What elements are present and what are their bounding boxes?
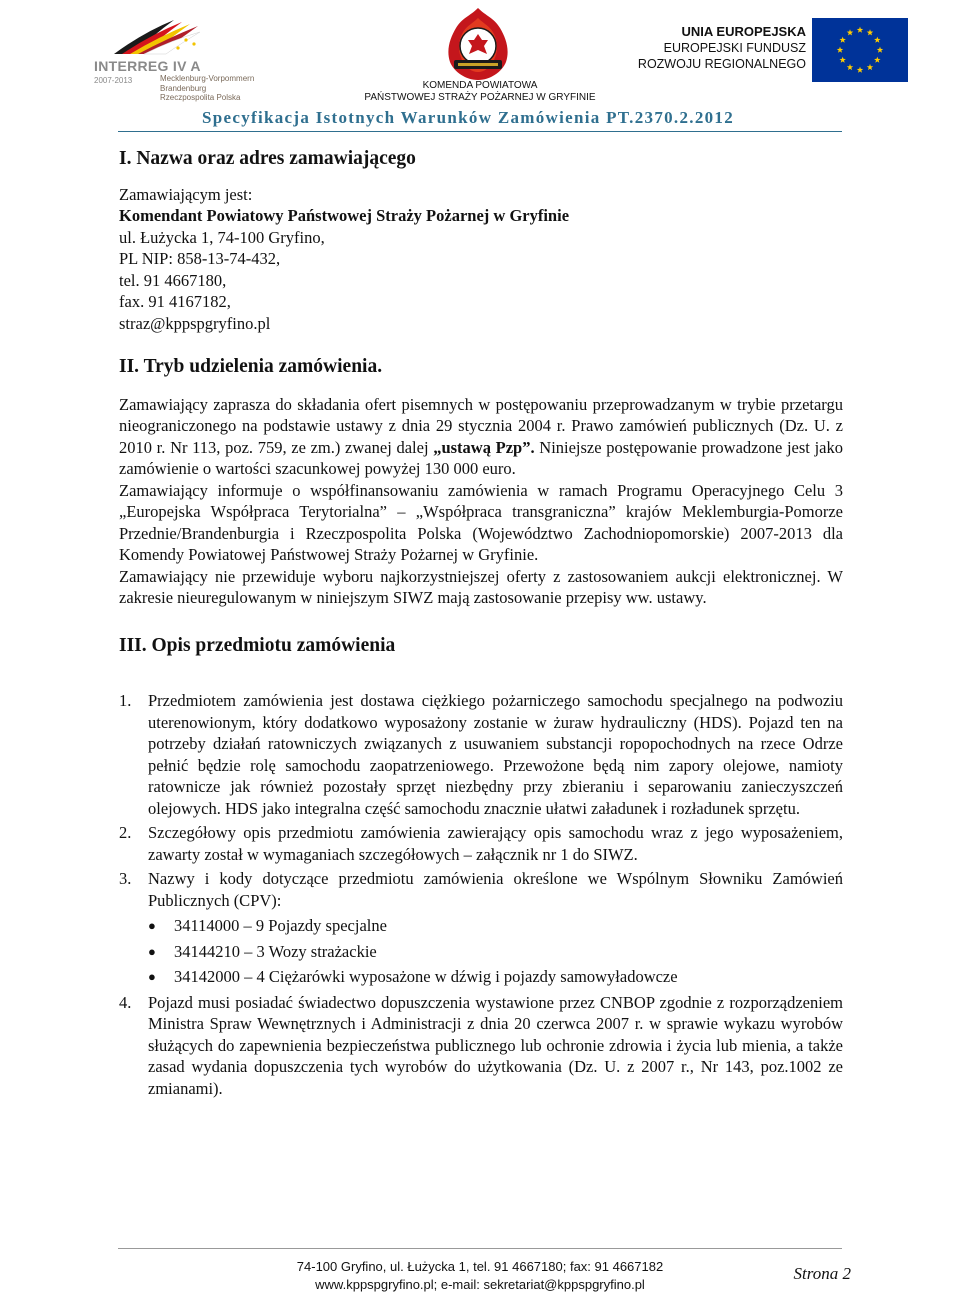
list-item [119, 690, 843, 819]
list-item [119, 868, 843, 988]
interreg-title: INTERREG IV A [94, 58, 201, 74]
interreg-region: Mecklenburg-Vorpommern [160, 74, 255, 83]
eu-flag-icon [812, 18, 908, 82]
psp-caption-line: PAŃSTWOWEJ STRAŻY POŻARNEJ W GRYFINIE [364, 92, 596, 103]
paragraph [119, 394, 843, 480]
eu-line: EUROPEJSKI FUNDUSZ [663, 41, 806, 55]
list-item-text: Przedmiotem zamówienia jest dostawa ciężkiego pożarniczego samochodu specjalnego na podwoziu uterenowionym, który dodatkowo wyposażony zostanie w żuraw hydrauliczny (HDS). Pojazd ten na potrzeby działań ratowniczych związanych z usuwaniem substancji ropopochodnych na rzece Odrze pełnić będzie rolę samochodu zaopatrzeniowego. Przewożone będą nim zapory olejowe, namioty ratownicze jak również pozostały sprzęt niezbędny przy zbieraniu i separowaniu zanieczyszczeń olejowych. HDS jako integralna część samochodu znacznie ułatwi załadunek i rozładunek sprzętu. [148, 691, 843, 818]
paragraph: Zamawiający informuje o współfinansowaniu zamówienia w ramach Programu Operacyjnego Celu 3 „Europejska Współpraca Terytorialna” – „Współpraca transgraniczna” krajów Meklemburgia-Pomorze Przednie/Brandenburgia i Rzeczpospolita Polska (Województwo Zachodniopomorskie) 2007-2013 dla Komendy Powiatowej Państwowej Straży Pożarnej w Gryfinie. [119, 480, 843, 564]
paragraph: Zamawiającym jest: [119, 184, 253, 204]
page-number: Strona 2 [793, 1264, 851, 1283]
footer-divider [118, 1248, 842, 1249]
section-heading: II. Tryb udzielenia zamówienia. [119, 356, 383, 377]
page-header [0, 0, 960, 136]
list-number: 3. [119, 869, 132, 888]
list-item [119, 822, 843, 865]
section-heading: III. Opis przedmiotu zamówienia [119, 634, 396, 656]
address-line: ul. Łużycka 1, 74-100 Gryfino, [119, 227, 325, 247]
list-number: 4. [119, 992, 132, 1012]
paragraph-text: Zamawiający zaprasza do składania ofert pisemnych w postępowaniu przeprowadzanym w trybie przetargu nieograniczonego na podstawie ustawy z dnia 29 stycznia 2004 r. Prawo zamówień publicznych (Dz. U. z 2010 r. Nr 113, poz. 759, ze zm.) zwanej dalej [119, 394, 843, 457]
numbered-list [119, 690, 843, 1099]
paragraph-text: Niniejsze postępowanie prowadzone jest jako zamówienie o wartości szacunkowej powyżej 130 000 euro. [119, 437, 843, 478]
list-item-text: Szczegółowy opis przedmiotu zamówienia zawierający opis samochodu wraz z jego wyposażeniem, zawarty został w wymaganiach szczegółowych – załącznik nr 1 do SIWZ. [148, 823, 843, 864]
psp-caption [340, 80, 620, 104]
address-line: PL NIP: 858-13-74-432, [119, 249, 281, 268]
section-heading: I. Nazwa oraz adres zamawiającego [119, 148, 416, 169]
footer-address: 74-100 Gryfino, ul. Łużycka 1, tel. 91 4667180; fax: 91 4667182 [296, 1259, 664, 1274]
footer-contact[interactable]: www.kppspgryfino.pl; e-mail: sekretariat@kppspgryfino.pl [315, 1277, 645, 1292]
list-number: 2. [119, 823, 132, 842]
spec-title: Specyfikacja Istotnych Warunków Zamówienia PT.2370.2.2012 [202, 108, 735, 127]
psp-emblem-icon [440, 6, 516, 82]
interreg-region: Brandenburg [160, 83, 207, 93]
orderer-name: Komendant Powiatowy Państwowej Straży Pożarnej w Gryfinie [119, 206, 570, 225]
eu-line: ROZWOJU REGIONALNEGO [637, 57, 806, 71]
interreg-region: Rzeczpospolita Polska [160, 93, 241, 102]
document-body [119, 140, 843, 1102]
eu-fund-text [638, 24, 806, 72]
header-divider [118, 131, 842, 132]
page-footer [230, 1258, 730, 1294]
interreg-years: 2007-2013 [94, 76, 133, 85]
psp-caption-line: KOMENDA POWIATOWA [422, 80, 538, 91]
cpv-item: ● 34142000 – 4 Ciężarówki wyposażone w dźwig i pojazdy samowyładowcze [148, 966, 843, 988]
email-link[interactable]: straz@kppspgryfino.pl [119, 313, 271, 333]
address-line: fax. 91 4167182, [119, 292, 231, 311]
interreg-logo [74, 14, 274, 106]
list-item-text: Nazwy i kody dotyczące przedmiotu zamówienia określone we Wspólnym Słowniku Zamówień Publicznych (CPV): [148, 869, 843, 910]
address-line: tel. 91 4667180, [119, 270, 227, 290]
list-item [119, 992, 843, 1100]
interreg-regions [160, 74, 254, 103]
eu-line: UNIA EUROPEJSKA [681, 24, 806, 39]
cpv-list [148, 915, 843, 988]
emphasis: „ustawą Pzp”. [433, 437, 535, 457]
paragraph: Zamawiający nie przewiduje wyboru najkorzystniejszej oferty z zastosowaniem aukcji elektronicznej. W zakresie nieuregulowanym w niniejszym SIWZ mają zastosowanie przepisy ww. ustawy. [119, 566, 843, 607]
cpv-item: ● 34144210 – 3 Wozy strażackie [148, 941, 843, 963]
list-number: 1. [119, 691, 132, 710]
cpv-item: ● 34114000 – 9 Pojazdy specjalne [148, 915, 843, 937]
list-item-text: Pojazd musi posiadać świadectwo dopuszczenia wystawione przez CNBOP zgodnie z rozporządzeniem Ministra Spraw Wewnętrznych i Administracji z dnia 20 czerwca 2007 r. w sprawie wykazu wyrobów służących do zapewnienia bezpieczeństwa publicznego lub ochronie zdrowia i życia lub mienia, a także zasad wydania dopuszczenia tych wyrobów do użytkowania (Dz. U. z 2007 r., Nr 143, poz.1002 ze zmianami). [148, 992, 843, 1098]
